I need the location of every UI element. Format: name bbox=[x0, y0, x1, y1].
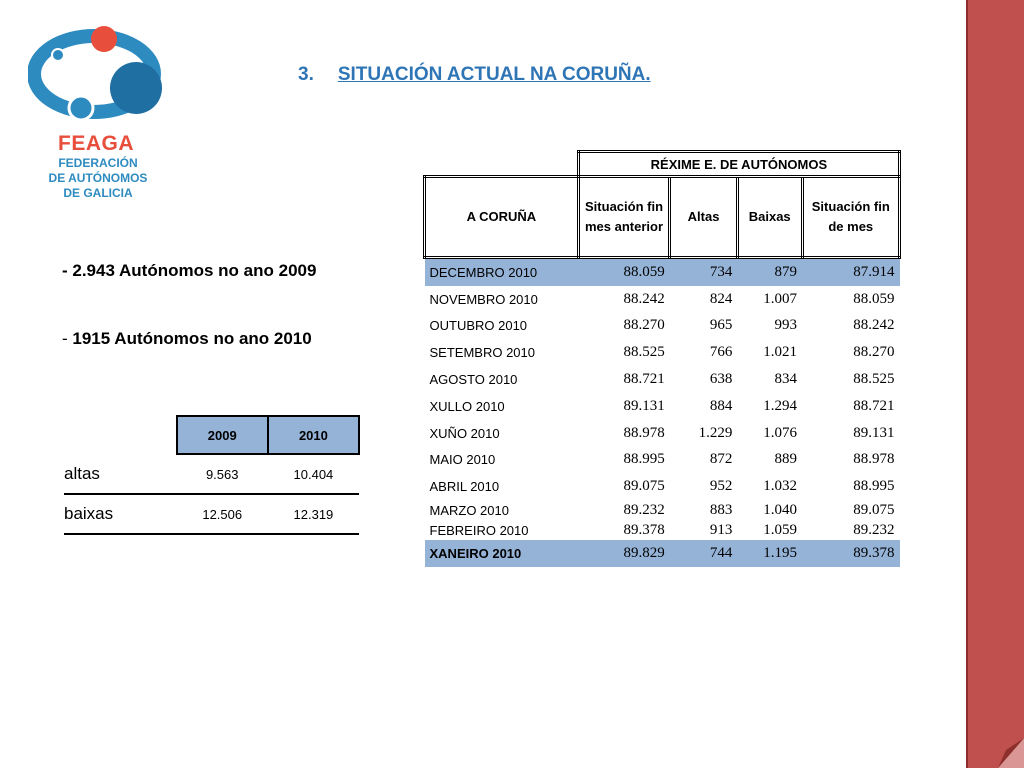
monthly-group-header: RÉXIME E. DE AUTÓNOMOS bbox=[578, 152, 899, 177]
value-cell: 965 bbox=[709, 317, 733, 334]
value-cell: 638 bbox=[709, 371, 733, 388]
monthly-corner bbox=[425, 152, 579, 177]
table-row bbox=[425, 393, 900, 420]
value-cell: 1.021 bbox=[763, 344, 798, 361]
month-cell: DECEMBRO 2010 bbox=[425, 258, 579, 286]
monthly-header-prev: Situación fin mes anterior bbox=[578, 177, 670, 258]
table-row bbox=[425, 366, 900, 393]
month-cell: ABRIL 2010 bbox=[429, 479, 500, 495]
value-cell: 889 bbox=[774, 451, 798, 468]
value-cell: 872 bbox=[709, 451, 733, 468]
summary-row-baixas bbox=[64, 494, 359, 534]
month-cell: MARZO 2010 bbox=[429, 502, 509, 518]
value-cell: 89.378 bbox=[802, 540, 899, 567]
logo-subtitle-2: DE AUTÓNOMOS bbox=[48, 171, 148, 185]
logo-subtitle-1: FEDERACIÓN bbox=[58, 156, 138, 170]
value-cell: 884 bbox=[709, 397, 733, 414]
value-cell: 87.914 bbox=[802, 258, 899, 286]
logo-subtitle-3: DE GALICIA bbox=[63, 186, 133, 200]
month-cell: XULLO 2010 bbox=[429, 398, 505, 414]
summary-table bbox=[64, 415, 360, 535]
summary-row-label: altas bbox=[64, 454, 177, 494]
summary-cell: 12.506 bbox=[177, 494, 268, 534]
month-cell: NOVEMBRO 2010 bbox=[429, 291, 538, 307]
logo-text bbox=[30, 132, 166, 201]
logo-name: FEAGA bbox=[58, 132, 134, 155]
value-cell: 883 bbox=[709, 501, 733, 518]
table-row bbox=[425, 313, 900, 340]
table-row bbox=[425, 473, 900, 500]
value-cell: 89.131 bbox=[623, 397, 665, 414]
month-cell: XUÑO 2010 bbox=[429, 425, 500, 441]
month-cell: SETEMBRO 2010 bbox=[429, 345, 535, 361]
value-cell: 88.242 bbox=[623, 290, 665, 307]
stat-2010-bold: 1915 Autónomos no ano 2010 bbox=[72, 329, 312, 348]
stat-2010 bbox=[62, 329, 312, 349]
monthly-header-end: Situación fin de mes bbox=[802, 177, 899, 258]
month-cell: AGOSTO 2010 bbox=[429, 372, 518, 388]
title-number: 3. bbox=[298, 64, 314, 85]
value-cell: 88.721 bbox=[623, 371, 665, 388]
value-cell: 88.995 bbox=[623, 451, 665, 468]
page-title bbox=[298, 64, 651, 86]
summary-cell: 12.319 bbox=[268, 494, 359, 534]
value-cell: 1.229 bbox=[698, 424, 733, 441]
value-cell: 1.040 bbox=[763, 501, 798, 518]
monthly-table bbox=[423, 150, 901, 567]
value-cell: 1.076 bbox=[763, 424, 798, 441]
value-cell: 879 bbox=[737, 258, 802, 286]
month-cell: MAIO 2010 bbox=[429, 452, 496, 468]
summary-header-2010: 2010 bbox=[268, 416, 359, 454]
value-cell: 1.007 bbox=[763, 290, 798, 307]
value-cell: 766 bbox=[709, 344, 733, 361]
table-row bbox=[425, 339, 900, 366]
value-cell: 1.059 bbox=[763, 521, 798, 538]
value-cell: 88.721 bbox=[853, 397, 895, 414]
monthly-header-region: A CORUÑA bbox=[425, 177, 579, 258]
monthly-header-altas: Altas bbox=[670, 177, 738, 258]
value-cell: 89.131 bbox=[853, 424, 895, 441]
value-cell: 88.978 bbox=[623, 424, 665, 441]
value-cell: 88.525 bbox=[853, 371, 895, 388]
title-text: SITUACIÓN ACTUAL NA CORUÑA. bbox=[337, 64, 651, 85]
table-row bbox=[425, 520, 900, 540]
value-cell: 1.195 bbox=[737, 540, 802, 567]
summary-row-label: baixas bbox=[64, 494, 177, 534]
value-cell: 89.829 bbox=[578, 540, 670, 567]
value-cell: 824 bbox=[709, 290, 733, 307]
table-row bbox=[425, 420, 900, 447]
table-row bbox=[425, 540, 900, 567]
decorative-side-bar bbox=[966, 0, 1024, 768]
value-cell: 88.525 bbox=[623, 344, 665, 361]
table-row bbox=[425, 500, 900, 520]
value-cell: 88.978 bbox=[853, 451, 895, 468]
value-cell: 88.995 bbox=[853, 478, 895, 495]
monthly-table-body bbox=[425, 258, 900, 567]
value-cell: 1.032 bbox=[763, 478, 798, 495]
value-cell: 744 bbox=[670, 540, 738, 567]
value-cell: 1.294 bbox=[763, 397, 798, 414]
value-cell: 88.059 bbox=[578, 258, 670, 286]
value-cell: 88.059 bbox=[853, 290, 895, 307]
table-row bbox=[425, 447, 900, 474]
value-cell: 89.075 bbox=[853, 501, 895, 518]
page-curl-icon bbox=[998, 738, 1024, 768]
summary-corner bbox=[64, 416, 177, 454]
summary-cell: 10.404 bbox=[268, 454, 359, 494]
month-cell: OUTUBRO 2010 bbox=[429, 318, 528, 334]
summary-row-altas bbox=[64, 454, 359, 494]
value-cell: 88.242 bbox=[853, 317, 895, 334]
value-cell: 834 bbox=[774, 371, 798, 388]
value-cell: 88.270 bbox=[623, 317, 665, 334]
value-cell: 89.232 bbox=[853, 521, 895, 538]
summary-header-2009: 2009 bbox=[177, 416, 268, 454]
value-cell: 913 bbox=[709, 521, 733, 538]
value-cell: 89.378 bbox=[623, 521, 665, 538]
table-row bbox=[425, 286, 900, 313]
value-cell: 89.075 bbox=[623, 478, 665, 495]
stat-2010-prefix: - bbox=[62, 329, 73, 348]
value-cell: 89.232 bbox=[623, 501, 665, 518]
monthly-header-baixas: Baixas bbox=[737, 177, 802, 258]
table-row bbox=[425, 258, 900, 286]
summary-cell: 9.563 bbox=[177, 454, 268, 494]
value-cell: 993 bbox=[774, 317, 798, 334]
value-cell: 734 bbox=[670, 258, 738, 286]
month-cell: XANEIRO 2010 bbox=[425, 540, 579, 567]
month-cell: FEBREIRO 2010 bbox=[429, 522, 529, 538]
value-cell: 88.270 bbox=[853, 344, 895, 361]
value-cell: 952 bbox=[709, 478, 733, 495]
stat-2009: - 2.943 Autónomos no ano 2009 bbox=[62, 261, 317, 280]
